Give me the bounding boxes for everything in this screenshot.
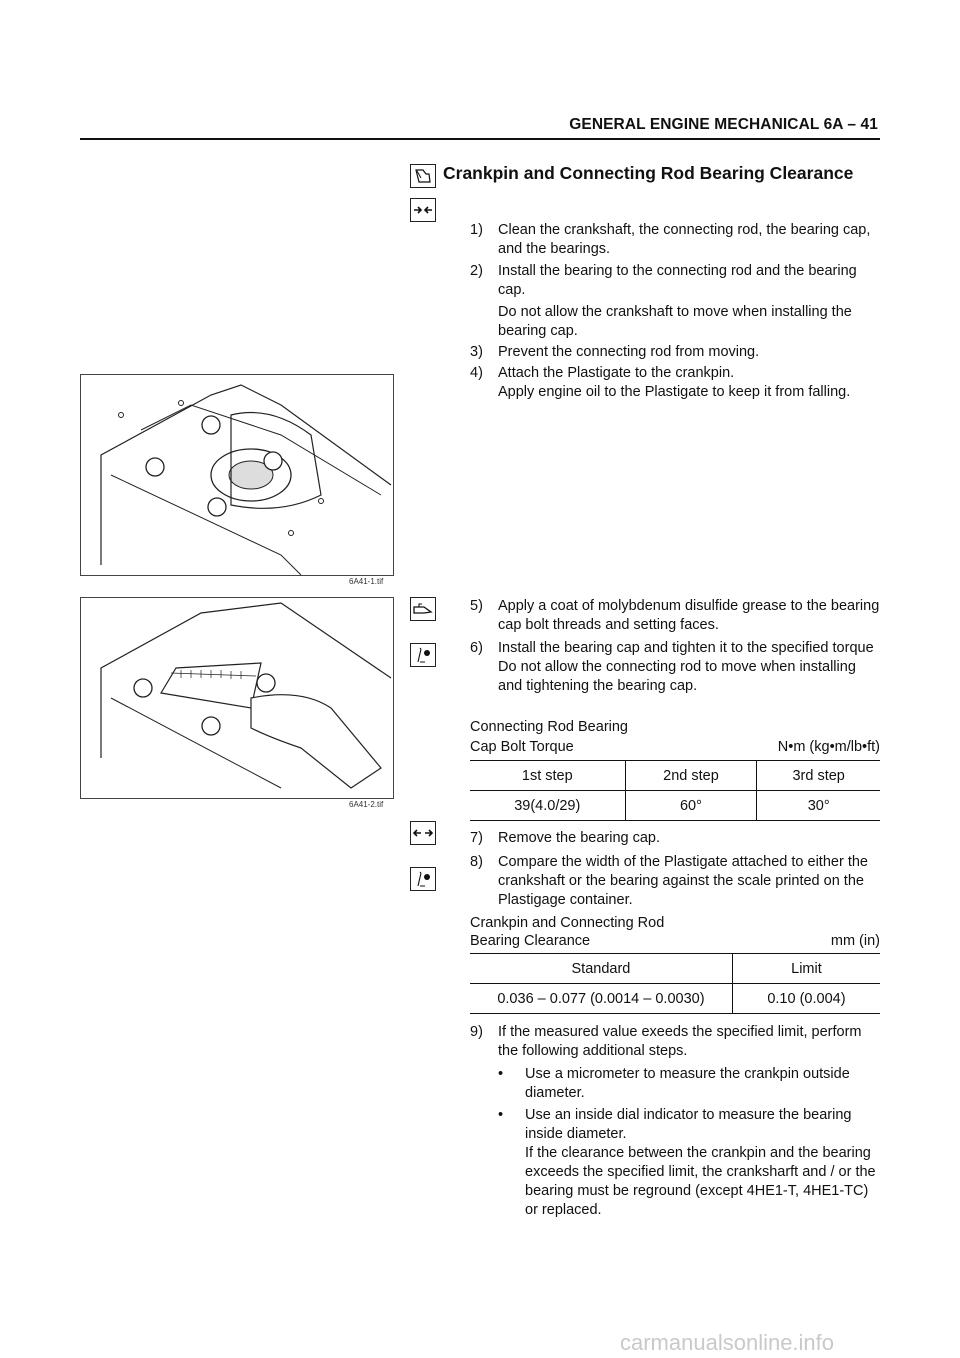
step-item: 2) Install the bearing to the connecting rod and the bearing cap. Do not allow the crankshaft to move when installing the bearing cap. <box>470 263 857 339</box>
torque-spec-table <box>470 760 880 821</box>
lubricate-icon <box>410 597 436 621</box>
step-item: 4) Attach the Plastigate to the crankpin. Apply engine oil to the Plastigate to keep it from falling. <box>470 365 851 400</box>
table-cell: 30° <box>757 791 880 821</box>
table-header-cell: 3rd step <box>757 761 880 791</box>
step-item: 6) Install the bearing cap and tighten it to the specified torque Do not allow the connecting rod to move when installing and tightening the bearing cap. <box>470 640 874 694</box>
torque-spec-unit: N•m (kg•m/lb•ft) <box>777 739 880 755</box>
table-cell: 39(4.0/29) <box>470 791 625 821</box>
step-item: 9) If the measured value exeeds the specified limit, perform the following additional steps. <box>470 1024 862 1059</box>
watermark: carmanualsonline.info <box>620 1330 835 1355</box>
inspect-icon <box>410 164 436 188</box>
section-title: Crankpin and Connecting Rod Bearing Clearance <box>443 163 854 183</box>
bullet-item: • Use an inside dial indicator to measure the bearing inside diameter. If the clearance between the crankpin and the bearing exceeds the specified limit, the cranksharft and / or the bearing must be reground (except 4HE1-T, 4HE1-TC) or replaced. <box>498 1107 876 1218</box>
clearance-spec-caption-line2: Bearing Clearance <box>470 933 591 949</box>
clearance-spec-caption: Crankpin and Connecting Rod <box>470 915 665 931</box>
specified-torque-icon <box>410 643 436 667</box>
torque-spec-caption-line2: Cap Bolt Torque <box>470 739 574 755</box>
figure-plastigage-measure <box>80 597 394 799</box>
table-header-cell: 2nd step <box>625 761 757 791</box>
figure-label: 6A41-1.tif <box>349 577 384 586</box>
clearance-spec-table <box>470 953 880 1014</box>
table-header-cell: Standard <box>470 954 732 984</box>
step-item: 1) Clean the crankshaft, the connecting rod, the bearing cap, and the bearings. <box>470 222 871 257</box>
table-header-cell: Limit <box>732 954 880 984</box>
clearance-spec-unit: mm (in) <box>830 933 880 949</box>
figure-label: 6A41-2.tif <box>349 800 384 809</box>
table-row <box>470 791 880 821</box>
figure-bearing-cap <box>80 374 394 576</box>
clearance-spec-caption-row <box>470 932 880 951</box>
step-item: 8) Compare the width of the Plastigate attached to either the crankshaft or the bearing against the scale printed on the Plastigage container. <box>470 854 868 908</box>
table-header-cell: 1st step <box>470 761 625 791</box>
torque-spec-caption-row <box>470 738 880 757</box>
table-header-row <box>470 954 880 984</box>
step-item: 3) Prevent the connecting rod from moving. <box>470 344 760 360</box>
header-divider <box>80 138 880 140</box>
disassemble-icon <box>410 198 436 222</box>
table-cell: 60° <box>625 791 757 821</box>
measure-icon <box>410 867 436 891</box>
step-item: 7) Remove the bearing cap. <box>470 830 661 846</box>
table-row <box>470 984 880 1014</box>
step-item: 5) Apply a coat of molybdenum disulfide grease to the bearing cap bolt threads and setting faces. <box>470 598 880 633</box>
bullet-item: • Use a micrometer to measure the crankpin outside diameter. <box>498 1066 850 1101</box>
torque-spec-caption: Connecting Rod Bearing <box>470 719 628 735</box>
page-header-title: GENERAL ENGINE MECHANICAL 6A – 41 <box>569 116 878 133</box>
table-header-row <box>470 761 880 791</box>
table-cell: 0.036 – 0.077 (0.0014 – 0.0030) <box>470 984 732 1014</box>
remove-icon <box>410 821 436 845</box>
table-cell: 0.10 (0.004) <box>732 984 880 1014</box>
